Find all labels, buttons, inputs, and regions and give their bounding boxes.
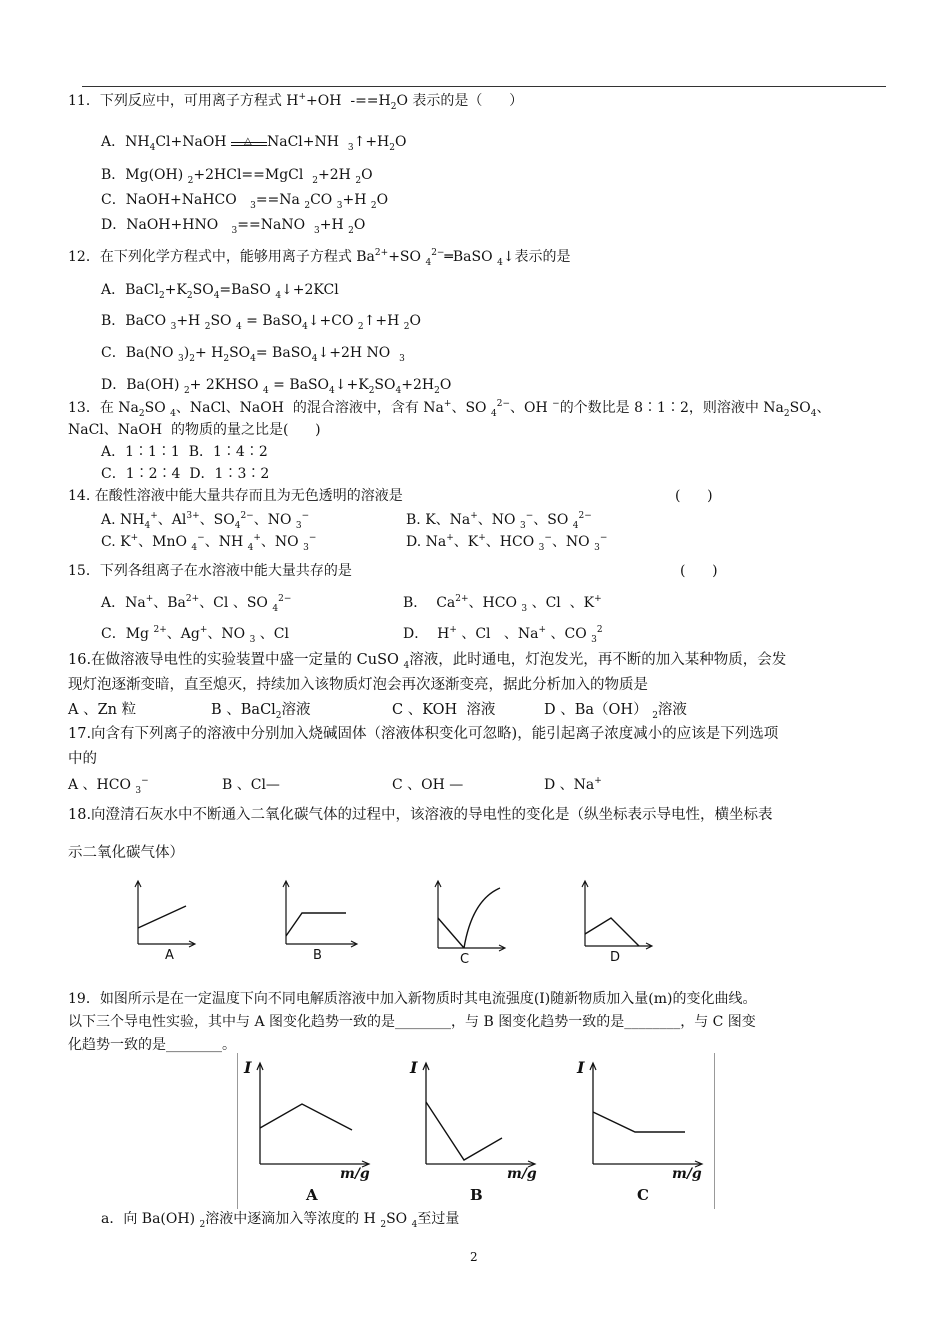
q18-graph-d: [575, 878, 655, 954]
q18-stem-line2: 示二氧化碳气体）: [68, 845, 184, 861]
q19-label-a: A: [306, 1186, 318, 1204]
q12-option-c: C．Ba(NO $_3)_2+ H_2SO_4=$ BaSO$_4$↓+2H NO $_3$: [101, 345, 405, 364]
q15-option-c: C．Mg $^{2+}$、Ag+、NO $_3$ 、Cl: [101, 625, 289, 645]
curve: [426, 1102, 502, 1160]
q19-stem-line3: 化趋势一致的是________。: [68, 1037, 236, 1053]
q18-graph-b: [276, 878, 360, 952]
q19-stem-line2: 以下三个导电性实验，其中与 A 图变化趋势一致的是________，与 B 图变化趋势一致的是________，与 C 图变: [68, 1014, 756, 1030]
page-number: 2: [470, 1250, 478, 1264]
q12-stem: 12．在下列化学方程式中，能够用离子方程式 $Ba^{2+}+SO$ $_4^{2-}$═BaSO $_4$↓表示的是: [68, 248, 571, 268]
q13-options-row1: A．1∶1∶1 B．1∶4∶2: [101, 444, 268, 460]
curve: [138, 906, 186, 928]
q15-answer-paren: ( ): [680, 563, 718, 579]
q12-option-b: B．BaCO $_3$+H $_2$SO $_4$ = BaSO$_4$↓+CO $_2$↑+H $_2$O: [101, 313, 421, 332]
q19-graph-b: [418, 1060, 538, 1174]
q17-stem-line2: 中的: [68, 751, 97, 767]
q19-graph-a: [252, 1060, 372, 1174]
q11-option-d: D．NaOH+HNO $_3$==NaNO $_3$+H $_2$O: [101, 217, 366, 236]
curve: [593, 1112, 685, 1132]
q16-option-a: A 、Zn 粒: [68, 702, 137, 718]
q13-stem-line2: NaCl、NaOH 的物质的量之比是( ): [68, 422, 321, 438]
q17-stem-line1: 17.向含有下列离子的溶液中分别加入烧碱固体（溶液体积变化可忽略)，能引起离子浓度减小的应该是下列选项: [68, 726, 779, 742]
q16-stem-line1: 16.在做溶液导电性的实验装置中盛一定量的 CuSO $_4$溶液，此时通电，灯泡发光，再不断的加入某种物质，会发: [68, 652, 787, 671]
q19-label-b: B: [470, 1186, 483, 1204]
q11-option-a: A．$NH_4Cl+NaOH$ △ NaCl+NH $_3↑+H_2O$: [101, 134, 407, 153]
q15-option-b: B． $Ca^{2+}$、HCO $_3$ 、Cl 、K+: [403, 594, 602, 614]
q14-answer-paren: ( ): [675, 488, 713, 504]
q12-option-d: D．Ba(OH) $_2$+ 2KHSO $_4 = BaSO_4↓+K_2SO_4+2H_2O$: [101, 377, 452, 396]
q15-stem: 15．下列各组离子在水溶液中能大量共存的是: [68, 563, 352, 579]
q13-stem-line1: 13．在 $Na_2SO$ $_4$、NaCl、NaOH 的混合溶液中，含有 Na+、SO $_4^{2-}$、OH −的个数比是 8∶1∶2，则溶液中 $Na_2SO_4$、: [68, 399, 831, 419]
q17-option-d: D 、Na+: [544, 776, 602, 793]
q16-option-b: B 、BaCl$_2$溶液: [211, 702, 311, 721]
q16-option-c: C 、KOH 溶液: [392, 702, 496, 718]
q16-stem-line2: 现灯泡逐渐变暗，直至熄灭，持续加入该物质灯泡会再次逐渐变亮，据此分析加入的物质是: [68, 677, 648, 693]
q19-c-x-label: m/g: [672, 1166, 702, 1182]
curve-ascending: [464, 888, 500, 948]
q18-label-a: A: [165, 948, 174, 963]
q19-stem-line1: 19．如图所示是在一定温度下向不同电解质溶液中加入新物质时其电流强度(I)随新物质加入量(m)的变化曲线。: [68, 991, 757, 1007]
q18-label-c: C: [460, 952, 470, 967]
q11-option-b: B．Mg(OH) $_2$+2HCl==MgCl $_2$+2H $_2$O: [101, 167, 373, 186]
q14-option-a: A. $NH_4^+$、$Al^{3+}$、$SO_4^{2-}$、NO $_3$−: [101, 511, 310, 531]
q14-stem: 14. 在酸性溶液中能大量共存而且为无色透明的溶液是: [68, 488, 403, 504]
curve-descending: [438, 918, 464, 948]
q19-item-a: a．向 Ba(OH) $_2$溶液中逐滴加入等浓度的 H $_2$SO $_4$至过量: [101, 1211, 460, 1230]
q18-label-d: D: [610, 950, 621, 965]
q19-b-x-label: m/g: [507, 1166, 537, 1182]
q14-option-d: D. Na+、K+、HCO $_3$−、NO $_3$−: [406, 533, 608, 553]
q11-option-c: C．NaOH+NaHCO $_3$==Na $_2$CO $_3$+H $_2$O: [101, 192, 389, 211]
curve: [260, 1104, 352, 1130]
q15-option-a: A．Na+、$Ba^{2+}$、Cl 、SO $_4^{2-}$: [101, 594, 292, 614]
q18-graph-a: [128, 878, 198, 952]
q19-c-y-label: I: [577, 1058, 585, 1077]
q19-a-x-label: m/g: [340, 1166, 370, 1182]
curve: [585, 918, 639, 946]
q16-option-d: D 、Ba（OH） $_2$溶液: [544, 702, 687, 721]
q12-option-a: A．$BaCl_2+K_2SO_4=BaSO$ $_4$↓+2KCl: [101, 282, 339, 301]
q19-label-c: C: [637, 1186, 649, 1204]
q19-graph-c: [585, 1060, 705, 1174]
q18-graph-c: [428, 878, 508, 956]
q14-option-c: C. K+、MnO $_4$−、NH $_4$+、NO $_3$−: [101, 533, 317, 553]
header-rule: [82, 86, 886, 87]
q11-stem: 11．下列反应中，可用离子方程式 H++OH $-==H_2O$ 表示的是（ ）: [68, 92, 524, 112]
q19-b-y-label: I: [410, 1058, 418, 1077]
q17-option-c: C 、OH —: [392, 777, 464, 793]
q19-a-y-label: I: [244, 1058, 252, 1077]
q13-options-row2: C．1∶2∶4 D．1∶3∶2: [101, 466, 270, 482]
q18-stem-line1: 18.向澄清石灰水中不断通入二氧化碳气体的过程中，该溶液的导电性的变化是（纵坐标表示导电性，横坐标表: [68, 807, 773, 823]
q17-option-a: A 、HCO $_3$−: [68, 776, 149, 796]
q15-option-d: D． H+ 、Cl 、Na+ 、CO $_3^2$: [403, 625, 603, 645]
q17-option-b: B 、Cl—: [222, 777, 280, 793]
curve: [286, 913, 346, 936]
q14-option-b: B. K、Na+、NO $_3$−、SO $_4^{2-}$: [406, 511, 592, 531]
q18-label-b: B: [313, 948, 322, 963]
